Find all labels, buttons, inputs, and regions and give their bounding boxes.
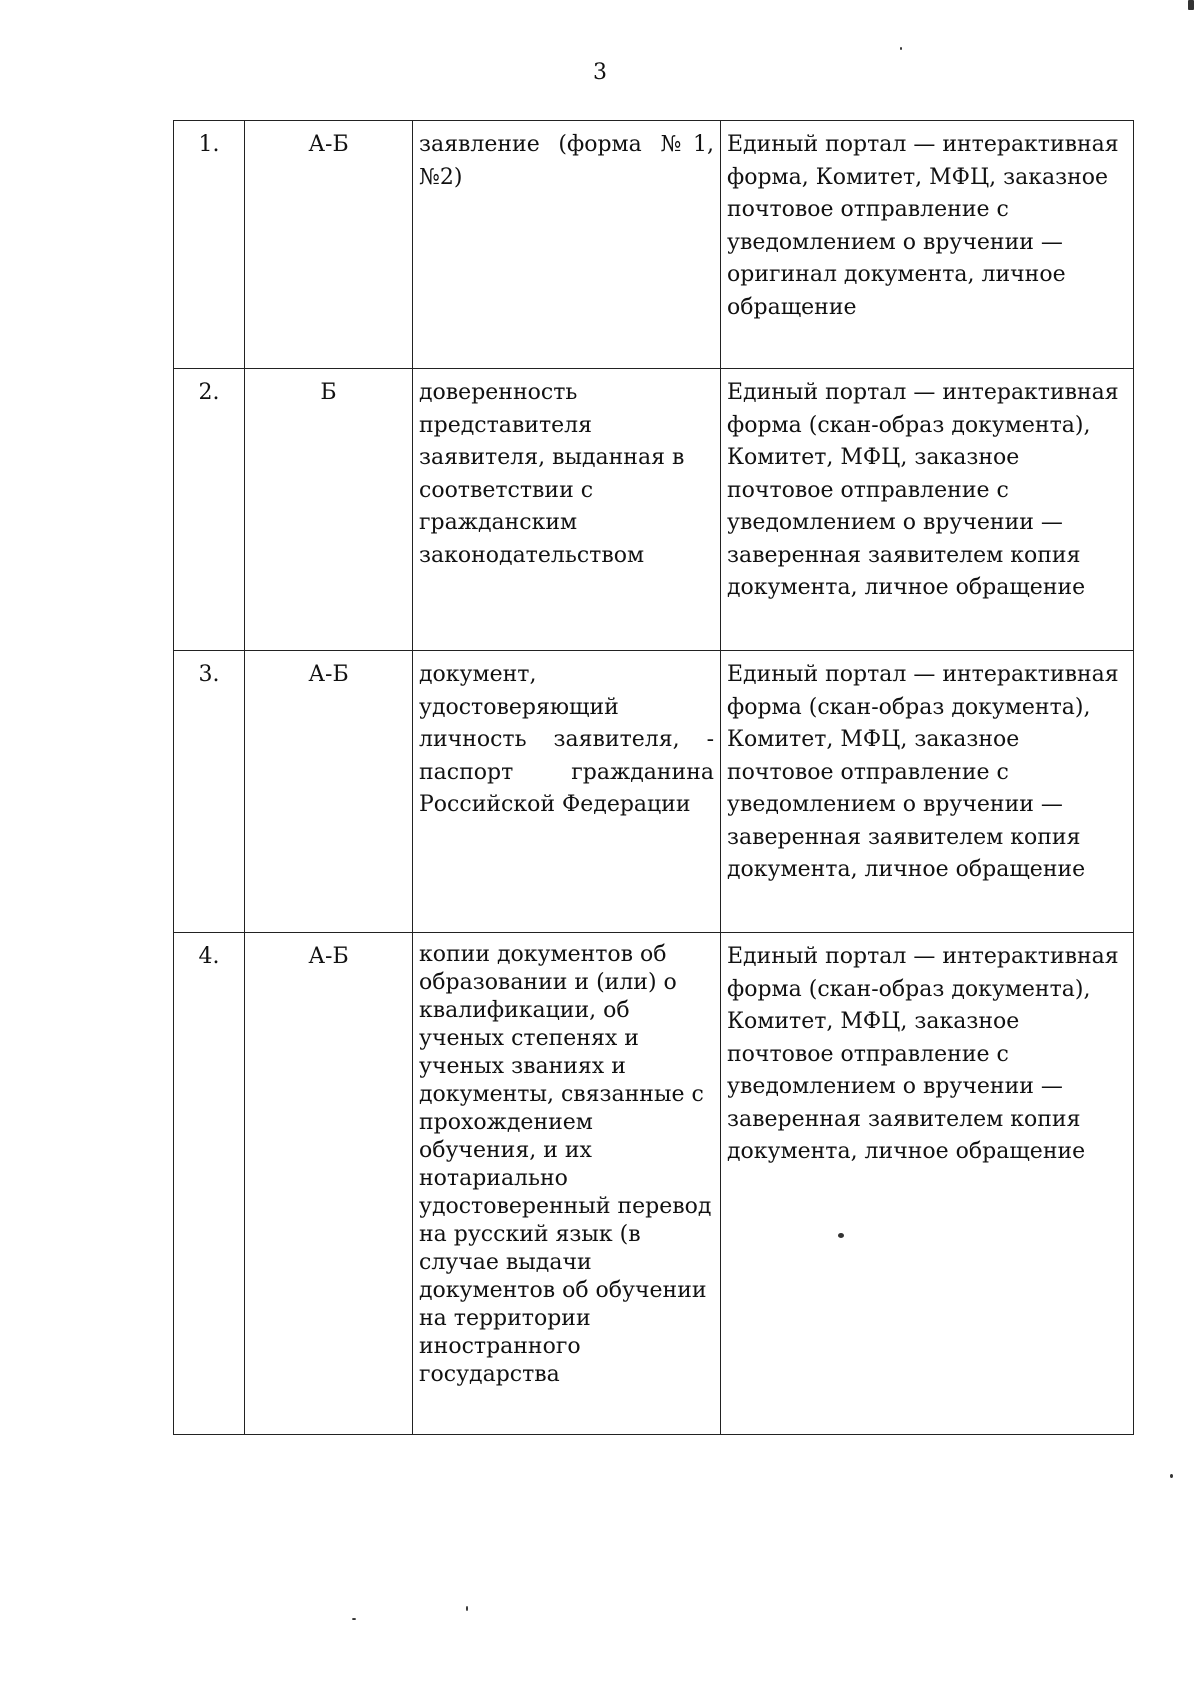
row-number: 2. bbox=[174, 369, 245, 651]
scan-speck bbox=[466, 1606, 468, 1611]
page-number: 3 bbox=[593, 60, 607, 85]
row-number: 4. bbox=[174, 933, 245, 1435]
scan-speck bbox=[838, 1233, 844, 1238]
submission-method: Единый портал — интерактивная форма (скан-образ документа), Комитет, МФЦ, заказное почтовое отправление с уведомлением о вручении — заверенная заявителем копия документа, личное обращение bbox=[721, 651, 1134, 933]
applicant-category: Б bbox=[245, 369, 413, 651]
submission-method: Единый портал — интерактивная форма (скан-образ документа), Комитет, МФЦ, заказное почтовое отправление с уведомлением о вручении — заверенная заявителем копия документа, личное обращение bbox=[721, 933, 1134, 1435]
documents-table bbox=[173, 120, 1134, 1435]
row-number: 3. bbox=[174, 651, 245, 933]
document-name: копии документов об образовании и (или) о квалификации, об ученых степенях и ученых званиях и документы, связанные с прохождением обучения, и их нотариально удостоверенный перевод на русский язык (в случае выдачи документов об обучении на территории иностранного государства bbox=[413, 933, 721, 1435]
scan-speck bbox=[1188, 0, 1194, 10]
document-name-text: документ, удостоверяющий личность заявителя, - паспорт гражданина Российской Федерации bbox=[419, 662, 714, 817]
table-row bbox=[174, 121, 1134, 369]
table-row bbox=[174, 933, 1134, 1435]
table-row bbox=[174, 651, 1134, 933]
scan-speck bbox=[352, 1618, 356, 1620]
document-name-text: заявление (форма №1, №2) bbox=[419, 132, 714, 190]
document-name bbox=[413, 651, 721, 933]
row-number: 1. bbox=[174, 121, 245, 369]
table-row bbox=[174, 369, 1134, 651]
scan-speck bbox=[1170, 1474, 1173, 1478]
scan-speck bbox=[900, 47, 902, 50]
applicant-category: А-Б bbox=[245, 933, 413, 1435]
document-name: доверенность представителя заявителя, выданная в соответствии с гражданским законодательством bbox=[413, 369, 721, 651]
document-name bbox=[413, 121, 721, 369]
applicant-category: А-Б bbox=[245, 651, 413, 933]
applicant-category: А-Б bbox=[245, 121, 413, 369]
submission-method: Единый портал — интерактивная форма, Комитет, МФЦ, заказное почтовое отправление с уведомлением о вручении — оригинал документа, личное обращение bbox=[721, 121, 1134, 369]
submission-method: Единый портал — интерактивная форма (скан-образ документа), Комитет, МФЦ, заказное почтовое отправление с уведомлением о вручении — заверенная заявителем копия документа, личное обращение bbox=[721, 369, 1134, 651]
